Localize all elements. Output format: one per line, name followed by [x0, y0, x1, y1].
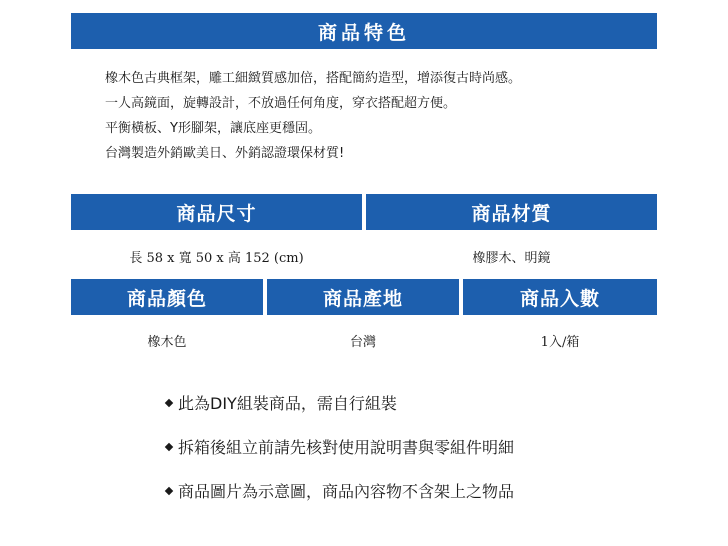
size-value: 長 58 x 寬 50 x 高 152 (cm) [129, 251, 304, 266]
feature-list [105, 66, 521, 166]
feature-item: 一人高鏡面，旋轉設計，不放過任何角度，穿衣搭配超方便。 [105, 96, 457, 111]
color-value: 橡木色 [147, 335, 187, 350]
origin-header [267, 279, 459, 315]
note-text: 商品圖片為示意圖，商品內容物不含架上之物品 [178, 482, 515, 501]
features-header [71, 13, 657, 49]
feature-item: 平衡橫板、Y形腳架，讓底座更穩固。 [105, 121, 321, 136]
origin-value: 台灣 [349, 335, 376, 350]
size-header [71, 194, 362, 230]
notes-list [166, 388, 514, 520]
quantity-value: 1入/箱 [540, 335, 580, 350]
origin-label: 商品產地 [322, 287, 403, 310]
material-header [366, 194, 657, 230]
color-label: 商品顏色 [126, 287, 207, 310]
features-header-title: 商品特色 [317, 21, 410, 44]
material-label: 商品材質 [471, 202, 552, 225]
diamond-bullet-icon [165, 442, 173, 450]
size-label: 商品尺寸 [176, 202, 257, 225]
quantity-header [463, 279, 657, 315]
quantity-label: 商品入數 [519, 287, 600, 310]
diamond-bullet-icon [165, 398, 173, 406]
feature-item: 台灣製造外銷歐美日、外銷認證環保材質! [105, 146, 345, 161]
note-item [166, 388, 514, 432]
diamond-bullet-icon [165, 486, 173, 494]
feature-item: 橡木色古典框架，雕工細緻質感加倍，搭配簡約造型，增添復古時尚感。 [105, 71, 522, 86]
note-text: 此為DIY組裝商品，需自行組裝 [178, 394, 397, 413]
material-value: 橡膠木、明鏡 [472, 251, 551, 266]
note-item [166, 432, 514, 476]
color-header [71, 279, 263, 315]
note-item [166, 476, 514, 520]
note-text: 拆箱後組立前請先核對使用說明書與零組件明細 [178, 438, 515, 457]
